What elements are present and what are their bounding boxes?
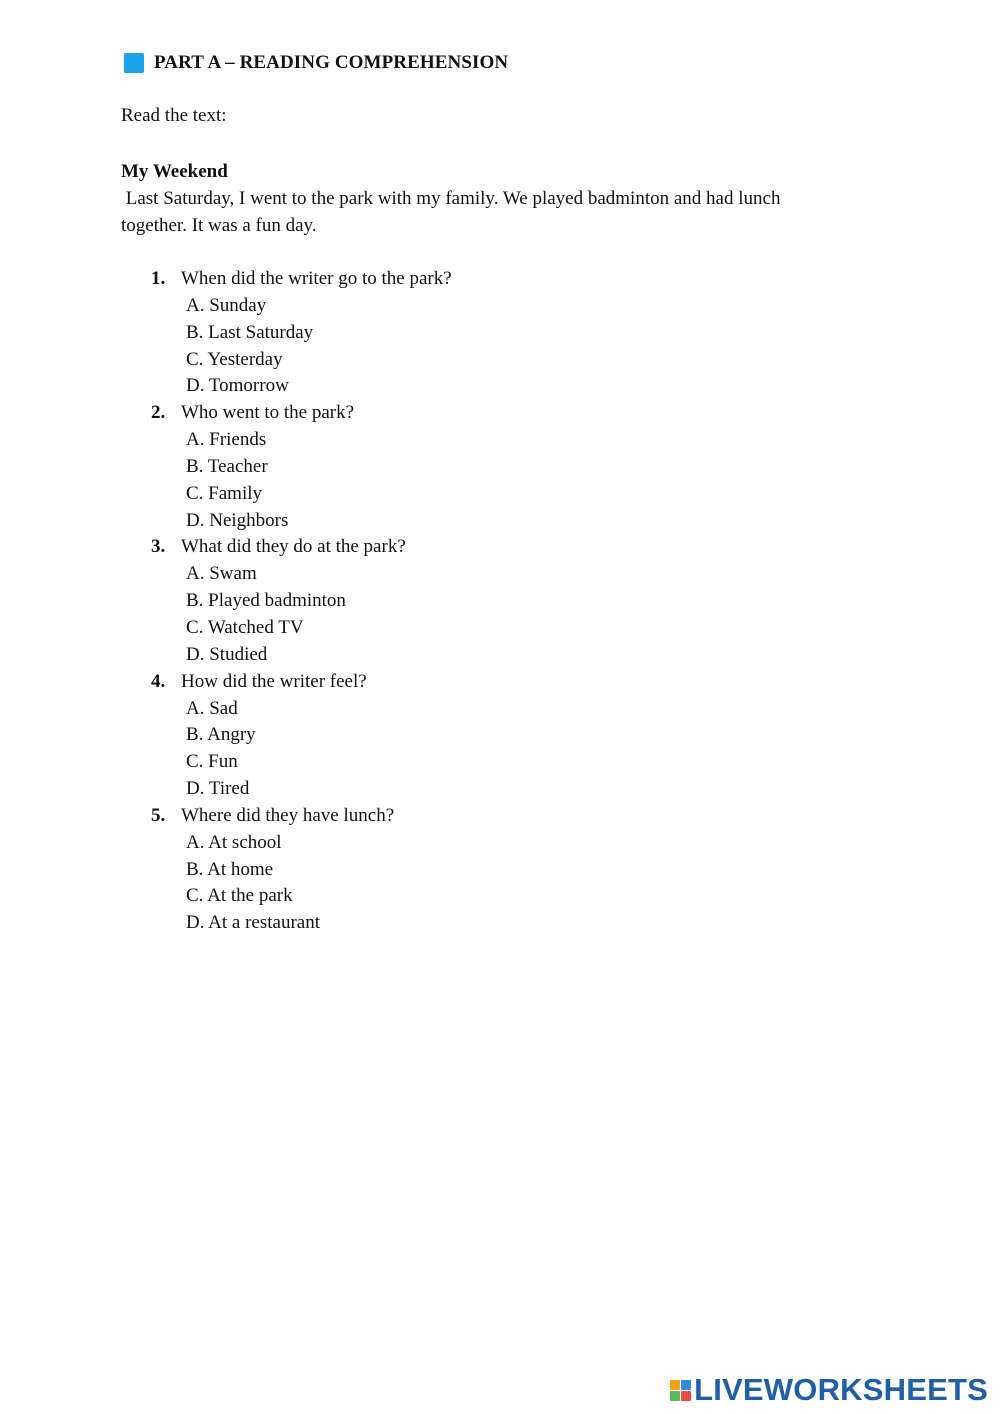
- answer-option[interactable]: B. Played badminton: [186, 590, 346, 612]
- question-text: How did the writer feel?: [181, 670, 367, 692]
- question-text: When did the writer go to the park?: [181, 268, 452, 289]
- blue-square-icon: [124, 53, 144, 73]
- answer-option[interactable]: A. Sad: [186, 697, 238, 719]
- question-text: Who went to the park?: [181, 402, 355, 424]
- answer-option[interactable]: A. Friends: [186, 429, 267, 451]
- answer-option[interactable]: B. Teacher: [186, 455, 268, 477]
- question-number: 5.: [151, 804, 166, 826]
- answer-option[interactable]: B. At home: [186, 858, 274, 880]
- answer-option[interactable]: D. At a restaurant: [186, 912, 321, 934]
- question-text: What did they do at the park?: [181, 536, 406, 558]
- question-list: [121, 265, 821, 936]
- question-number: 3.: [151, 536, 166, 558]
- question-number: 2.: [151, 402, 166, 424]
- answer-option[interactable]: A. Swam: [186, 563, 257, 585]
- question-1: [121, 265, 821, 399]
- passage-text: Last Saturday, I went to the park with my family. We played badminton and had lunch together. It was a fun day.: [121, 188, 786, 236]
- answer-option[interactable]: C. Family: [186, 482, 263, 504]
- answer-option[interactable]: B. Angry: [186, 724, 256, 746]
- question-text: Where did they have lunch?: [181, 804, 395, 826]
- question-4: [121, 668, 821, 802]
- answer-option[interactable]: C. Fun: [186, 751, 238, 773]
- question-2: [121, 399, 821, 533]
- answer-option[interactable]: A. Sunday: [186, 294, 267, 316]
- question-3: [121, 533, 821, 667]
- answer-option[interactable]: B. Last Saturday: [186, 321, 314, 343]
- answer-option[interactable]: C. Watched TV: [186, 616, 304, 638]
- liveworksheets-watermark: [670, 1372, 988, 1408]
- answer-option[interactable]: D. Neighbors: [186, 509, 289, 531]
- reading-passage: [121, 158, 841, 239]
- answer-option[interactable]: D. Tired: [186, 778, 250, 800]
- question-5: [121, 802, 821, 936]
- part-heading: [124, 51, 508, 75]
- part-title: PART A – READING COMPREHENSION: [154, 52, 509, 73]
- answer-option[interactable]: D. Tomorrow: [186, 375, 289, 397]
- answer-option[interactable]: C. Yesterday: [186, 348, 283, 370]
- passage-title: My Weekend: [121, 161, 228, 182]
- answer-option[interactable]: C. At the park: [186, 885, 293, 907]
- question-number: 1.: [151, 268, 166, 289]
- answer-option[interactable]: D. Studied: [186, 643, 268, 665]
- instruction-text: Read the text:: [121, 105, 227, 126]
- question-number: 4.: [151, 670, 166, 692]
- watermark-text: LIVEWORKSHEETS: [694, 1372, 988, 1407]
- liveworksheets-logo-icon: [670, 1380, 691, 1401]
- answer-option[interactable]: A. At school: [186, 831, 282, 853]
